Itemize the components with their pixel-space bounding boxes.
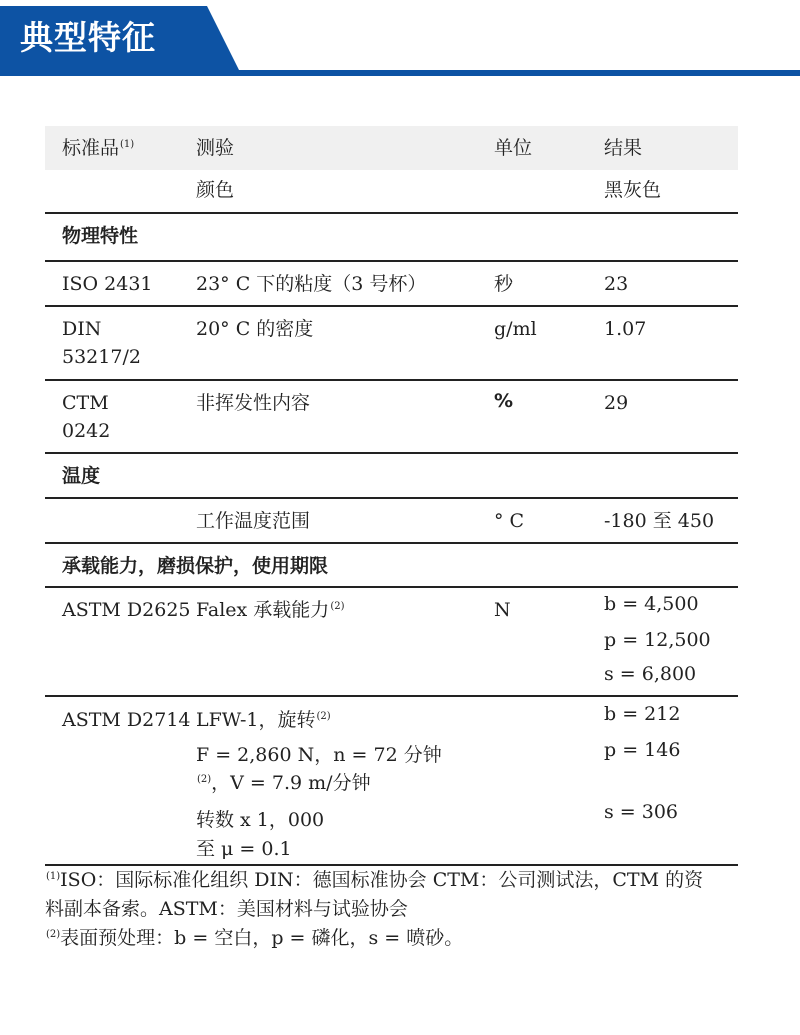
falex-standard: ASTM D2625 bbox=[62, 599, 191, 621]
table-rule bbox=[45, 305, 738, 307]
table-rule bbox=[45, 695, 738, 697]
lfw-standard: ASTM D2714 bbox=[62, 709, 191, 731]
lfw-result-s: s = 306 bbox=[604, 801, 679, 823]
table-rule bbox=[45, 586, 738, 588]
col-header-standard: 标准品$^{(1)}$ bbox=[62, 137, 135, 159]
falex-test: Falex 承载能力$^{(2)}$ bbox=[196, 599, 345, 621]
section-temperature: 温度 bbox=[62, 465, 101, 487]
col-header-test: 测验 bbox=[196, 137, 235, 159]
temp-unit: ° C bbox=[494, 510, 525, 532]
lfw-result-p: p = 146 bbox=[604, 739, 681, 761]
nonvolatile-test: 非挥发性内容 bbox=[196, 392, 311, 414]
table-rule bbox=[45, 260, 738, 262]
color-test: 颜色 bbox=[196, 179, 235, 201]
table-rule bbox=[45, 379, 738, 381]
footnotes bbox=[45, 866, 757, 953]
density-test: 20° C 的密度 bbox=[196, 318, 314, 340]
falex-unit: N bbox=[494, 599, 511, 621]
lfw-test-line3: $^{(2)}$，V = 7.9 m/分钟 bbox=[197, 772, 371, 794]
table-rule bbox=[45, 542, 738, 544]
nonvolatile-standard-line1: CTM bbox=[62, 392, 109, 414]
falex-result-b: b = 4,500 bbox=[604, 593, 699, 615]
page-title: 典型特征 bbox=[20, 18, 156, 57]
density-unit: g/ml bbox=[494, 318, 537, 340]
falex-result-p: p = 12,500 bbox=[604, 629, 711, 651]
color-result: 黑灰色 bbox=[604, 179, 662, 201]
footnote-1-line2: 料副本备索。ASTM：美国材料与试验协会 bbox=[45, 898, 408, 920]
section-physical: 物理特性 bbox=[62, 225, 139, 247]
col-header-result: 结果 bbox=[604, 137, 643, 159]
density-standard-line1: DIN bbox=[62, 318, 102, 340]
nonvolatile-result: 29 bbox=[604, 392, 629, 414]
viscosity-unit: 秒 bbox=[494, 273, 514, 295]
col-header-unit: 单位 bbox=[494, 137, 533, 159]
footnote-1-line1: $^{(1)}$ISO：国际标准化组织 DIN：德国标准协会 CTM：公司测试法，CTM 的资 bbox=[46, 869, 704, 891]
lfw-test-line1: LFW-1，旋转$^{(2)}$ bbox=[196, 709, 331, 731]
lfw-test-line4: 转数 x 1，000 bbox=[196, 809, 325, 831]
density-standard-line2: 53217/2 bbox=[62, 346, 141, 368]
section-load: 承载能力，磨损保护，使用期限 bbox=[62, 555, 329, 577]
temp-test: 工作温度范围 bbox=[196, 510, 311, 532]
table-rule bbox=[45, 497, 738, 499]
footnote-2: $^{(2)}$表面预处理：b = 空白，p = 磷化，s = 喷砂。 bbox=[46, 927, 464, 949]
viscosity-standard: ISO 2431 bbox=[62, 273, 153, 295]
lfw-result-b: b = 212 bbox=[604, 703, 681, 725]
table-rule bbox=[45, 452, 738, 454]
table-rule bbox=[45, 212, 738, 214]
lfw-test-line2: F = 2,860 N，n = 72 分钟 bbox=[196, 744, 442, 766]
nonvolatile-unit: % bbox=[494, 390, 514, 412]
viscosity-test: 23° C 下的粘度（3 号杯） bbox=[196, 273, 427, 295]
lfw-test-line5: 至 μ = 0.1 bbox=[196, 838, 292, 860]
temp-result: -180 至 450 bbox=[604, 510, 715, 532]
nonvolatile-standard-line2: 0242 bbox=[62, 420, 111, 442]
density-result: 1.07 bbox=[604, 318, 647, 340]
viscosity-result: 23 bbox=[604, 273, 629, 295]
falex-result-s: s = 6,800 bbox=[604, 663, 697, 685]
